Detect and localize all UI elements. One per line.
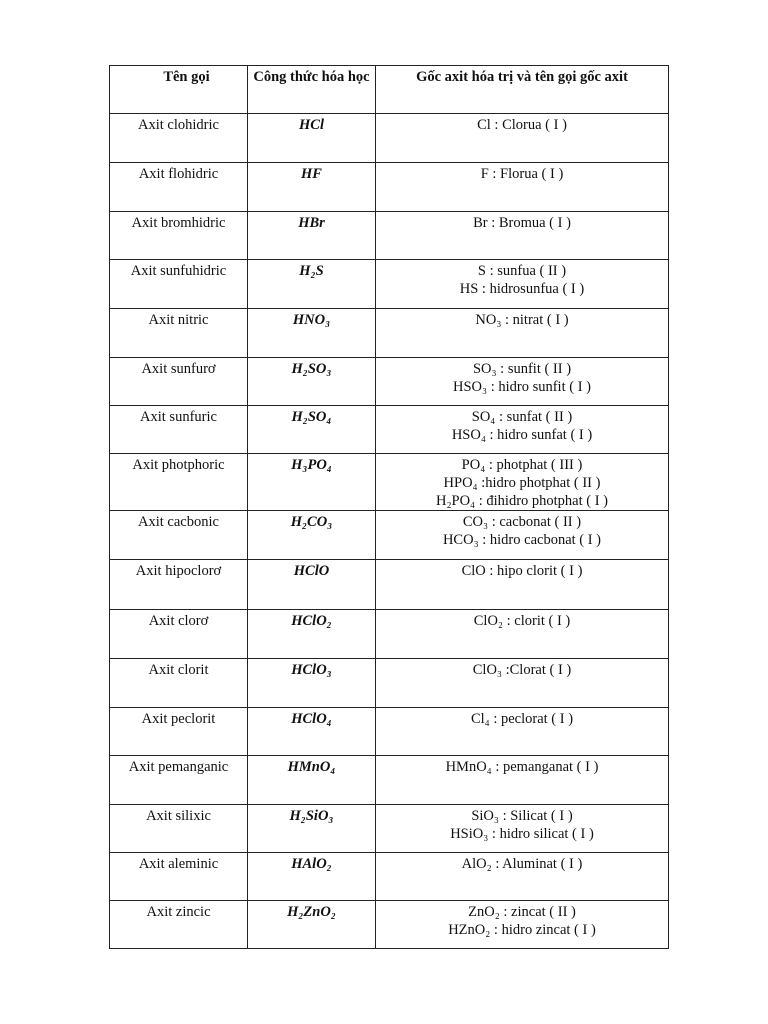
- radical-line: HSO₄ : hidro sunfat ( I ): [451, 427, 593, 443]
- radical-line: CO₃ : cacbonat ( II ): [462, 514, 582, 530]
- formula-cell: HClO: [248, 560, 376, 610]
- radical-cell: [376, 853, 669, 901]
- acid-name-cell: Axit sunfuric: [110, 406, 248, 454]
- radical-line: Cl₄ : peclorat ( I ): [470, 711, 574, 727]
- table-row: [110, 708, 669, 756]
- radical-cell: [376, 260, 669, 309]
- formula-cell: HMnO₄: [248, 756, 376, 805]
- acid-name-cell: Axit photphoric: [110, 454, 248, 511]
- table-row: [110, 756, 669, 805]
- radical-cell: [376, 659, 669, 708]
- radical-cell: [376, 560, 669, 610]
- formula-cell: HClO₄: [248, 708, 376, 756]
- radical-line: Br : Bromua ( I ): [473, 215, 571, 231]
- acid-name-cell: Axit pemanganic: [110, 756, 248, 805]
- radical-line: PO₄ : photphat ( III ): [461, 457, 583, 473]
- table-row: [110, 659, 669, 708]
- radical-line: F : Florua ( I ): [480, 166, 564, 182]
- radical-cell: [376, 358, 669, 406]
- radical-line: HCO₃ : hidro cacbonat ( I ): [442, 532, 602, 548]
- acid-name-cell: Axit bromhidric: [110, 212, 248, 260]
- table-row: [110, 610, 669, 659]
- table-row: [110, 853, 669, 901]
- radical-cell: [376, 114, 669, 163]
- header-name: Tên gọi: [110, 66, 248, 114]
- table-row: [110, 114, 669, 163]
- radical-cell: [376, 901, 669, 949]
- radical-line: S : sunfua ( II ): [477, 263, 567, 279]
- radical-cell: [376, 454, 669, 511]
- acid-name-cell: Axit sunfurơ: [110, 358, 248, 406]
- table-row: [110, 163, 669, 212]
- formula-cell: HF: [248, 163, 376, 212]
- acid-name-cell: Axit nitric: [110, 309, 248, 358]
- formula-cell: H₂ZnO₂: [248, 901, 376, 949]
- header-formula: Công thức hóa học: [248, 66, 376, 114]
- radical-cell: [376, 610, 669, 659]
- acid-name-cell: Axit peclorit: [110, 708, 248, 756]
- radical-line: HSO₃ : hidro sunfit ( I ): [453, 379, 591, 395]
- formula-cell: H₂SO₄: [248, 406, 376, 454]
- radical-cell: [376, 406, 669, 454]
- table-row: [110, 805, 669, 853]
- acid-name-cell: Axit silixic: [110, 805, 248, 853]
- formula-cell: HClO₃: [248, 659, 376, 708]
- formula-cell: HClO₂: [248, 610, 376, 659]
- radical-line: AlO₂ : Aluminat ( I ): [461, 856, 583, 872]
- acid-name-cell: Axit clorơ: [110, 610, 248, 659]
- acid-name-cell: Axit flohidric: [110, 163, 248, 212]
- radical-line: HSiO₃ : hidro silicat ( I ): [450, 826, 594, 842]
- table-row: [110, 358, 669, 406]
- formula-cell: HBr: [248, 212, 376, 260]
- table-row: [110, 511, 669, 560]
- table-row: [110, 309, 669, 358]
- radical-line: Cl : Clorua ( I ): [477, 117, 567, 133]
- radical-line: NO₃ : nitrat ( I ): [475, 312, 569, 328]
- header-radical: Gốc axit hóa trị và tên gọi gốc axit: [376, 66, 669, 114]
- radical-line: HPO₄ :hidro photphat ( II ): [443, 475, 601, 491]
- radical-line: ClO₂ : clorit ( I ): [473, 613, 571, 629]
- acid-name-cell: Axit hipoclorơ: [110, 560, 248, 610]
- radical-line: SO₃ : sunfit ( II ): [472, 361, 572, 377]
- formula-cell: HCl: [248, 114, 376, 163]
- radical-line: HMnO₄ : pemanganat ( I ): [445, 759, 599, 775]
- acid-name-cell: Axit clohidric: [110, 114, 248, 163]
- radical-line: ClO₃ :Clorat ( I ): [472, 662, 572, 678]
- formula-cell: H₂CO₃: [248, 511, 376, 560]
- table-header-row: [110, 66, 669, 114]
- radical-cell: [376, 309, 669, 358]
- acid-name-cell: Axit cacbonic: [110, 511, 248, 560]
- formula-cell: H₂S: [248, 260, 376, 309]
- table-row: [110, 406, 669, 454]
- radical-cell: [376, 756, 669, 805]
- acid-table: [109, 65, 669, 949]
- radical-cell: [376, 212, 669, 260]
- radical-line: HZnO₂ : hidro zincat ( I ): [448, 922, 596, 938]
- radical-line: H₂PO₄ : đihidro photphat ( I ): [435, 493, 608, 509]
- table-row: [110, 901, 669, 949]
- radical-line: SO₄ : sunfat ( II ): [471, 409, 573, 425]
- acid-name-cell: Axit sunfuhidric: [110, 260, 248, 309]
- radical-line: ClO : hipo clorit ( I ): [461, 563, 583, 579]
- radical-line: HS : hidrosunfua ( I ): [459, 281, 585, 297]
- radical-line: ZnO₂ : zincat ( II ): [468, 904, 576, 920]
- acid-name-cell: Axit clorit: [110, 659, 248, 708]
- formula-cell: H₂SO₃: [248, 358, 376, 406]
- formula-cell: HNO₃: [248, 309, 376, 358]
- radical-line: SiO₃ : Silicat ( I ): [471, 808, 573, 824]
- table-body: [110, 114, 669, 949]
- formula-cell: H₃PO₄: [248, 454, 376, 511]
- radical-cell: [376, 163, 669, 212]
- radical-cell: [376, 511, 669, 560]
- table-row: [110, 560, 669, 610]
- acid-name-cell: Axit zincic: [110, 901, 248, 949]
- radical-cell: [376, 708, 669, 756]
- table-row: [110, 260, 669, 309]
- formula-cell: H₂SiO₃: [248, 805, 376, 853]
- acid-name-cell: Axit aleminic: [110, 853, 248, 901]
- table-row: [110, 212, 669, 260]
- formula-cell: HAlO₂: [248, 853, 376, 901]
- table-row: [110, 454, 669, 511]
- radical-cell: [376, 805, 669, 853]
